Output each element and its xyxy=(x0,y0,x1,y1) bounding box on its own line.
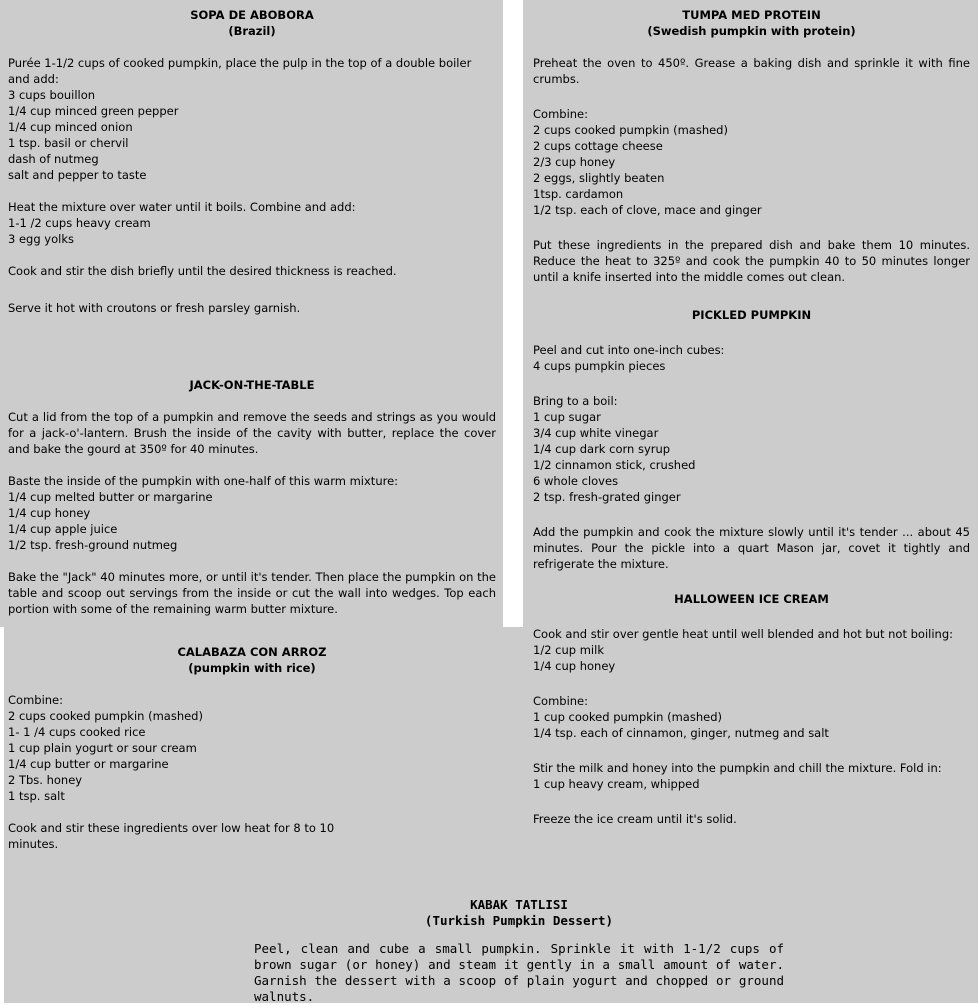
ingredient: 1-1 /2 cups heavy cream xyxy=(8,216,151,230)
ingredient-list xyxy=(533,122,970,218)
ingredient: 1 cup cooked pumpkin (mashed) xyxy=(533,710,722,724)
ingredient: 1/4 cup butter or margarine xyxy=(8,757,169,771)
ingredient-list xyxy=(8,489,496,553)
ingredient: 1/4 cup dark corn syrup xyxy=(533,442,671,456)
ingredient: 1/4 cup minced green pepper xyxy=(8,104,179,118)
recipe-pickled-pumpkin xyxy=(533,307,970,572)
ingredient: 6 whole cloves xyxy=(533,474,619,488)
recipe-step: Add the pumpkin and cook the mixture slowly until it's tender ... about 45 minutes. Pour the pickle into a quart Mason jar, covet it tightly and refrigerate the mixture. xyxy=(533,525,970,571)
recipe-subtitle: (Turkish Pumpkin Dessert) xyxy=(424,913,614,928)
recipe-step: Bring to a boil: xyxy=(533,394,618,408)
ingredient: 1 cup sugar xyxy=(533,410,601,424)
recipe-step: Cut a lid from the top of a pumpkin and remove the seeds and strings as you would for a jack-o'-lantern. Brush the inside of the cavity with butter, replace the cover and bake the gourd at 350º for 40 minutes. xyxy=(8,410,496,456)
recipe-step: Baste the inside of the pumpkin with one-half of this warm mixture: xyxy=(8,474,399,488)
recipe-step: Put these ingredients in the prepared dish and bake them 10 minutes. Reduce the heat to 325º and cook the pumpkin 40 to 50 minutes longer until a knife inserted into the middle comes out clean. xyxy=(533,238,970,284)
recipe-title: CALABAZA CON ARROZ xyxy=(177,645,327,659)
recipe-subtitle: (pumpkin with rice) xyxy=(188,661,316,675)
recipe-step: Combine: xyxy=(533,107,589,121)
recipe-title: SOPA DE ABOBORA xyxy=(190,8,314,22)
recipe-step: Heat the mixture over water until it boils. Combine and add: xyxy=(8,200,356,214)
ingredient: 1 tsp. salt xyxy=(8,789,65,803)
ingredient: 4 cups pumpkin pieces xyxy=(533,359,666,373)
recipe-title: HALLOWEEN ICE CREAM xyxy=(674,592,829,606)
recipe-step: Freeze the ice cream until it's solid. xyxy=(533,812,737,826)
recipe-title: PICKLED PUMPKIN xyxy=(691,308,812,322)
recipe-step: Purée 1-1/2 cups of cooked pumpkin, place the pulp in the top of a double boiler and add: xyxy=(8,56,472,86)
ingredient: 1/2 cinnamon stick, crushed xyxy=(533,458,696,472)
ingredient: 3 cups bouillon xyxy=(8,88,96,102)
recipe-step: Combine: xyxy=(533,694,589,708)
recipe-step: Peel, clean and cube a small pumpkin. Sprinkle it with 1-1/2 cups of brown sugar (or honey) and steam it gently in a small amount of water. Garnish the dessert with a scoop of plain yogurt and chopped or ground walnuts. xyxy=(254,941,784,1004)
recipe-step: Cook and stir over gentle heat until well blended and hot but not boiling: xyxy=(533,627,954,641)
ingredient-list xyxy=(533,409,970,505)
ingredient-list xyxy=(533,358,970,374)
ingredient: 2 Tbs. honey xyxy=(8,773,83,787)
ingredient: 1 cup heavy cream, whipped xyxy=(533,777,700,791)
ingredient-list xyxy=(533,709,970,741)
ingredient-list xyxy=(533,776,970,792)
recipe-title: TUMPA MED PROTEIN xyxy=(682,8,821,22)
ingredient: dash of nutmeg xyxy=(8,152,99,166)
ingredient: 1/2 tsp. fresh-ground nutmeg xyxy=(8,538,178,552)
ingredient: 1/4 cup apple juice xyxy=(8,522,118,536)
recipe-sopa-de-abobora xyxy=(8,7,496,316)
ingredient-list xyxy=(8,87,496,183)
recipe-subtitle: (Brazil) xyxy=(228,24,276,38)
recipe-step: Serve it hot with croutons or fresh parsley garnish. xyxy=(8,301,301,315)
recipe-step: Cook and stir the dish briefly until the desired thickness is reached. xyxy=(8,264,397,278)
recipe-step: Stir the milk and honey into the pumpkin and chill the mixture. Fold in: xyxy=(533,761,942,775)
ingredient: 2 eggs, slightly beaten xyxy=(533,171,665,185)
recipe-step: Preheat the oven to 450º. Grease a baking dish and sprinkle it with fine crumbs. xyxy=(533,56,970,86)
ingredient: 1 tsp. basil or chervil xyxy=(8,136,129,150)
recipe-title: JACK-ON-THE-TABLE xyxy=(189,378,315,392)
recipe-jack-on-the-table xyxy=(8,377,496,617)
ingredient: 3/4 cup white vinegar xyxy=(533,426,659,440)
ingredient: 2 cups cottage cheese xyxy=(533,139,663,153)
ingredient: 2/3 cup honey xyxy=(533,155,616,169)
ingredient: salt and pepper to taste xyxy=(8,168,147,182)
ingredient: 1tsp. cardamon xyxy=(533,187,624,201)
recipe-step: Peel and cut into one-inch cubes: xyxy=(533,343,725,357)
recipe-subtitle: (Swedish pumpkin with protein) xyxy=(647,24,856,38)
recipe-calabaza-con-arroz xyxy=(8,644,496,852)
recipe-step: Bake the "Jack" 40 minutes more, or until it's tender. Then place the pumpkin on the table and scoop out servings from the inside or cut the wall into wedges. Top each portion with some of the remaining warm butter mixture. xyxy=(8,570,496,616)
recipe-step: Cook and stir these ingredients over low heat for 8 to 10 minutes. xyxy=(8,821,335,851)
recipe-halloween-ice-cream xyxy=(533,591,970,827)
ingredient: 1- 1 /4 cups cooked rice xyxy=(8,725,146,739)
ingredient: 2 cups cooked pumpkin (mashed) xyxy=(8,709,203,723)
ingredient: 1/4 cup honey xyxy=(8,506,91,520)
ingredient: 1/2 cup milk xyxy=(533,643,604,657)
ingredient: 2 cups cooked pumpkin (mashed) xyxy=(533,123,728,137)
ingredient: 1/4 tsp. each of cinnamon, ginger, nutmeg and salt xyxy=(533,726,829,740)
ingredient: 2 tsp. fresh-grated ginger xyxy=(533,490,681,504)
ingredient-list xyxy=(8,708,496,804)
ingredient-list xyxy=(533,642,970,674)
ingredient: 1/2 tsp. each of clove, mace and ginger xyxy=(533,203,762,217)
ingredient: 1/4 cup melted butter or margarine xyxy=(8,490,213,504)
ingredient: 3 egg yolks xyxy=(8,232,74,246)
ingredient-list xyxy=(8,215,496,247)
ingredient: 1/4 cup minced onion xyxy=(8,120,133,134)
recipe-step: Combine: xyxy=(8,693,64,707)
ingredient: 1 cup plain yogurt or sour cream xyxy=(8,741,197,755)
recipe-kabak-tatlisi xyxy=(254,897,784,1005)
recipe-tumpa-med-protein xyxy=(533,7,970,285)
ingredient: 1/4 cup honey xyxy=(533,659,616,673)
recipe-title: KABAK TATLISI xyxy=(470,897,568,912)
